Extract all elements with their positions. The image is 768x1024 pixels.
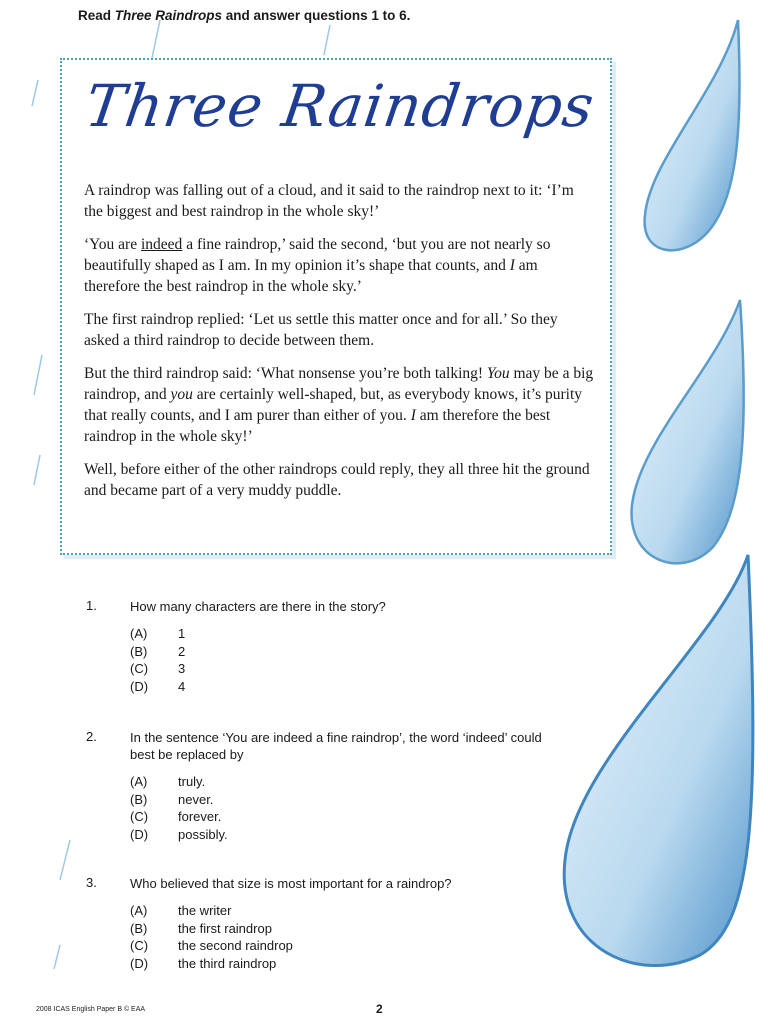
underlined-word-indeed: indeed — [140, 236, 183, 253]
answer-option-b[interactable]: (B) the first raindrop — [130, 920, 272, 936]
instruction-prefix: Read — [78, 8, 115, 23]
footer-copyright: 2008 ICAS English Paper B © EAA — [36, 1006, 146, 1013]
question-text: In the sentence ‘You are indeed a fine raindrop’, the word ‘indeed’ could best be replaced by — [130, 730, 542, 762]
answer-option-d[interactable]: (D) 4 — [130, 678, 186, 694]
story-paragraph-2: ‘You are indeed a fine raindrop,’ said the second, ‘but you are not nearly so beautifully shaped as I am. In my opinion it’s shape that counts, and I am therefore the best raindrop in the whole sky.’ — [84, 236, 551, 295]
answer-option-d[interactable]: (D) possibly. — [130, 826, 228, 842]
answer-option-a[interactable]: (A) the writer — [130, 903, 232, 918]
answer-options — [130, 773, 556, 843]
instruction-suffix: and answer questions 1 to 6. — [222, 8, 411, 23]
question-number: 2. — [86, 729, 97, 744]
answer-option-c[interactable]: (C) 3 — [130, 661, 186, 676]
instruction-line — [78, 8, 410, 23]
question-number: 3. — [86, 875, 97, 890]
raindrop-medium-icon — [632, 300, 744, 563]
story-box — [60, 58, 612, 555]
story-body — [84, 180, 594, 513]
question-number: 1. — [86, 598, 97, 613]
answer-options — [130, 625, 556, 695]
answer-option-c[interactable]: (C) the second raindrop — [130, 938, 293, 953]
question-2 — [86, 729, 556, 843]
question-1 — [86, 598, 556, 695]
story-paragraph-1: A raindrop was falling out of a cloud, and it said to the raindrop next to it: ‘I’m the biggest and best raindrop in the whole sky!’ — [84, 182, 574, 220]
raindrop-large-icon — [564, 555, 753, 966]
story-paragraph-5: Well, before either of the other raindrops could reply, they all three hit the ground and became part of a very muddy puddle. — [84, 461, 590, 499]
answer-option-c[interactable]: (C) forever. — [130, 809, 222, 824]
answer-option-a[interactable]: (A) 1 — [130, 626, 186, 641]
answer-option-b[interactable]: (B) never. — [130, 791, 214, 807]
story-title: Three Raindrops — [81, 72, 599, 140]
answer-option-a[interactable]: (A) truly. — [130, 774, 206, 789]
page-number: 2 — [376, 1002, 383, 1016]
question-text: Who believed that size is most important for a raindrop? — [130, 876, 452, 891]
questions-list — [86, 598, 556, 972]
story-paragraph-3: The first raindrop replied: ‘Let us settle this matter once and for all.’ So they asked a third raindrop to decide between them. — [84, 311, 558, 349]
answer-options — [130, 902, 556, 972]
raindrop-small-icon — [645, 20, 740, 250]
story-paragraph-4: But the third raindrop said: ‘What nonsense you’re both talking! You may be a big raindrop, and you are certainly well-shaped, but, as everybody knows, it’s purity that really counts, and I am purer than either of you. I am therefore the best raindrop in the whole sky!’ — [84, 365, 594, 445]
answer-option-d[interactable]: (D) the third raindrop — [130, 955, 277, 971]
question-text: How many characters are there in the story? — [130, 599, 386, 614]
answer-option-b[interactable]: (B) 2 — [130, 643, 186, 659]
instruction-story-name: Three Raindrops — [114, 8, 223, 23]
question-3 — [86, 875, 556, 972]
